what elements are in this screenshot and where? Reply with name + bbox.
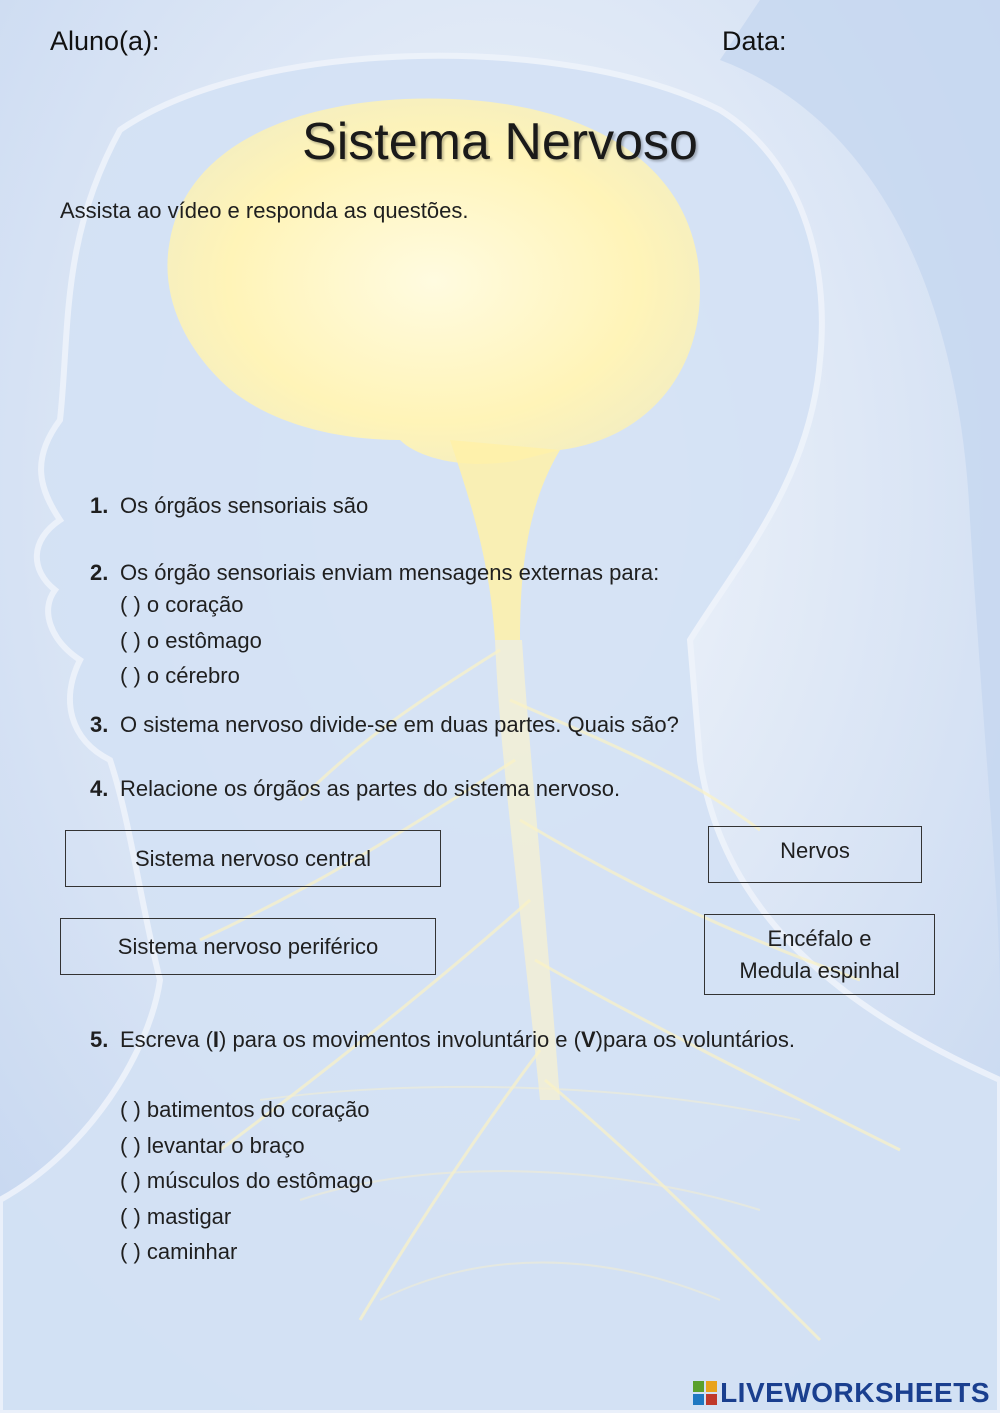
match-box-label: Sistema nervoso central bbox=[135, 845, 371, 871]
option-stomach-muscles[interactable]: ( ) músculos do estômago bbox=[120, 1168, 374, 1193]
question-3 bbox=[90, 712, 679, 738]
question-text: Os órgão sensoriais enviam mensagens externas para: bbox=[120, 560, 660, 585]
involuntary-letter: I bbox=[212, 1027, 220, 1052]
match-box-label: Nervos bbox=[780, 838, 850, 863]
question-5 bbox=[90, 1027, 795, 1053]
question-text-part: )para os voluntários. bbox=[595, 1027, 795, 1052]
option-heart[interactable]: ( ) o coração bbox=[120, 592, 244, 617]
option-heartbeat[interactable]: ( ) batimentos do coração bbox=[120, 1097, 370, 1122]
option-raise-arm[interactable]: ( ) levantar o braço bbox=[120, 1133, 305, 1158]
question-number: 1. bbox=[90, 493, 109, 518]
liveworksheets-logo-icon bbox=[693, 1381, 717, 1405]
date-label: Data: bbox=[722, 26, 787, 56]
question-text-part: Escreva ( bbox=[120, 1027, 213, 1052]
match-box-label: Sistema nervoso periférico bbox=[117, 933, 379, 959]
match-box-label-line-2: Medula espinhal bbox=[739, 957, 900, 983]
question-number: 2. bbox=[90, 560, 109, 585]
question-1 bbox=[90, 493, 368, 519]
student-name-label: Aluno(a): bbox=[50, 26, 160, 56]
match-box-label-line-1: Encéfalo e bbox=[767, 925, 872, 951]
question-text: Relacione os órgãos as partes do sistema nervoso. bbox=[120, 776, 621, 801]
watermark-text: LIVEWORKSHEETS bbox=[720, 1377, 990, 1408]
match-box-central-nervous-system[interactable] bbox=[65, 830, 441, 887]
question-text-part: ) para os movimentos involuntário e ( bbox=[219, 1027, 581, 1052]
voluntary-letter: V bbox=[580, 1027, 596, 1052]
question-number: 4. bbox=[90, 776, 109, 801]
question-number: 3. bbox=[90, 712, 109, 737]
question-2 bbox=[90, 560, 659, 586]
instruction-text: Assista ao vídeo e responda as questões. bbox=[60, 198, 469, 223]
question-text: O sistema nervoso divide-se em duas partes. Quais são? bbox=[120, 712, 679, 737]
match-box-nerves[interactable] bbox=[708, 826, 922, 883]
question-4 bbox=[90, 776, 620, 802]
option-walk[interactable]: ( ) caminhar bbox=[120, 1239, 238, 1264]
option-brain[interactable]: ( ) o cérebro bbox=[120, 663, 240, 688]
question-text: Os órgãos sensoriais são bbox=[120, 493, 369, 518]
option-stomach[interactable]: ( ) o estômago bbox=[120, 628, 262, 653]
option-chew[interactable]: ( ) mastigar bbox=[120, 1204, 232, 1229]
page-title: Sistema Nervoso bbox=[302, 113, 698, 171]
match-box-peripheral-nervous-system[interactable] bbox=[60, 918, 436, 975]
question-number: 5. bbox=[90, 1027, 109, 1052]
liveworksheets-watermark bbox=[693, 1377, 990, 1409]
match-box-encephalon-spinal-cord[interactable] bbox=[704, 914, 935, 995]
